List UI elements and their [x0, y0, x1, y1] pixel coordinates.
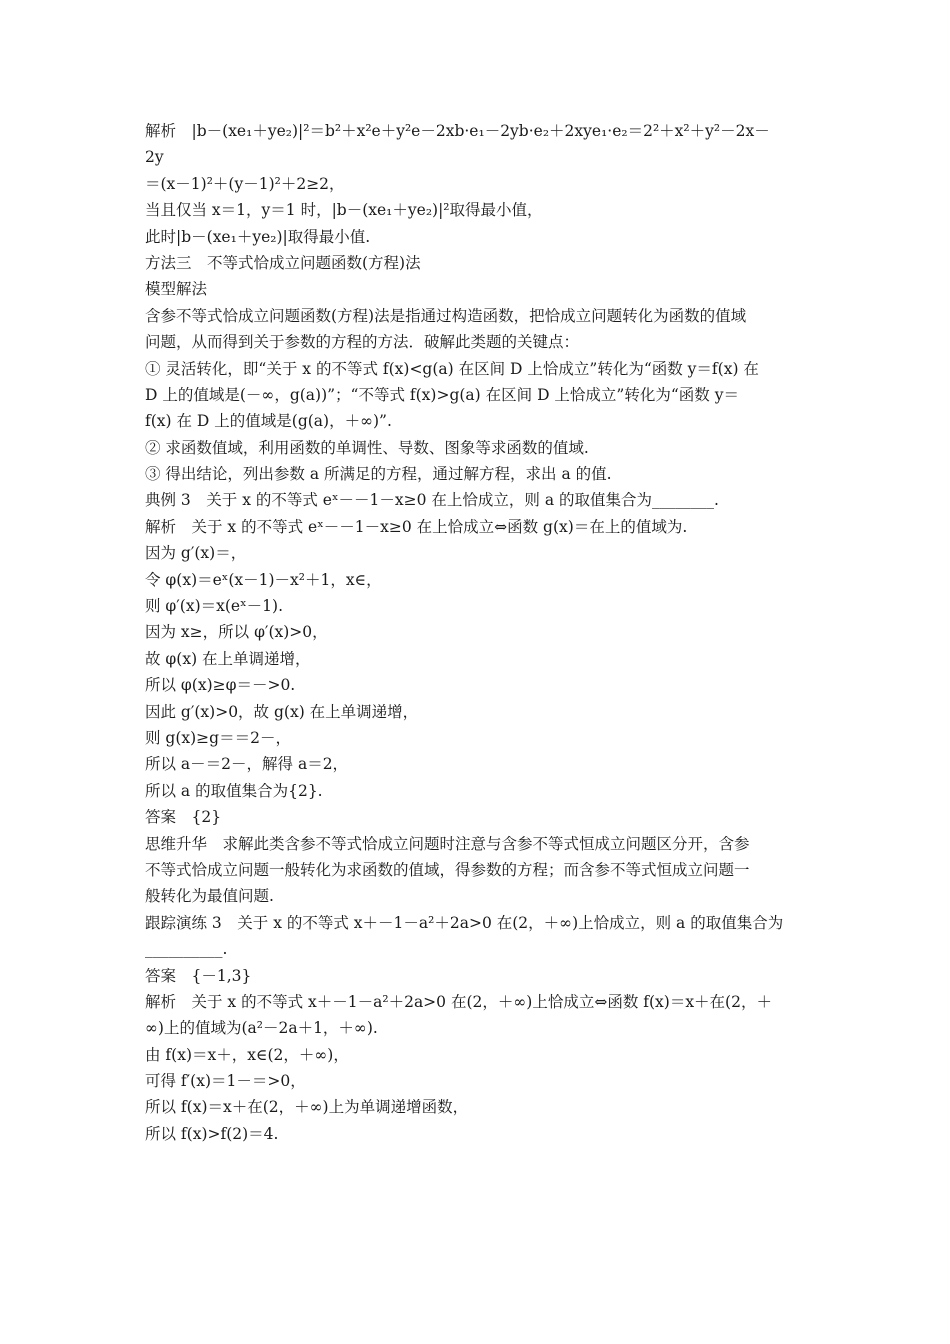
text-line: 所以 a－＝2－，解得 a＝2，	[145, 755, 349, 774]
text-line: 因为 x≥，所以 φ′(x)>0，	[145, 623, 328, 642]
subsection-heading: 模型解法	[145, 280, 208, 299]
section-heading: 方法三 不等式恰成立问题函数(方程)法	[145, 253, 421, 272]
answer-line: 答案 {2}	[145, 808, 222, 827]
text-line: 含参不等式恰成立问题函数(方程)法是指通过构造函数，把恰成立问题转化为函数的值域	[145, 306, 747, 325]
text-line: 思维升华 求解此类含参不等式恰成立问题时注意与含参不等式恒成立问题区分开，含参	[145, 834, 750, 853]
text-line: 可得 f′(x)＝1－＝>0，	[145, 1072, 306, 1091]
text-line: 解析 关于 x 的不等式 eˣ－－1－x≥0 在上恰成立⇔函数 g(x)＝在上的值域为.	[145, 517, 688, 536]
text-line: __________.	[145, 940, 228, 959]
text-line: ② 求函数值域，利用函数的单调性、导数、图象等求函数的值域.	[145, 438, 589, 457]
text-line: 当且仅当 x＝1，y＝1 时，|b－(xe₁＋ye₂)|²取得最小值，	[145, 201, 543, 220]
text-line: 则 g(x)≥g＝＝2－，	[145, 728, 291, 747]
text-line: 因为 g′(x)＝，	[145, 544, 247, 563]
text-line: 解析 关于 x 的不等式 x＋－1－a²＋2a>0 在(2，＋∞)上恰成立⇔函数 f(x)＝x＋在(2，＋	[145, 992, 772, 1011]
document-body	[145, 118, 815, 1147]
text-line: 所以 f(x)>f(2)＝4.	[145, 1124, 279, 1143]
text-line: 令 φ(x)＝eˣ(x－1)－x²＋1，x∈，	[145, 570, 382, 589]
text-line: 解析 |b－(xe₁＋ye₂)|²＝b²＋x²e＋y²e－2xb·e₁－2yb·e₂＋2xye₁·e₂＝2²＋x²＋y²－2x－	[145, 122, 770, 140]
text-line: ＝(x－1)²＋(y－1)²＋2≥2，	[145, 174, 345, 193]
text-line: 不等式恰成立问题一般转化为求函数的值域，得参数的方程；而含参不等式恒成立问题一	[145, 860, 750, 879]
text-line: 2y	[145, 148, 164, 167]
answer-line: 答案 {－1,3}	[145, 966, 252, 985]
text-line: 由 f(x)＝x＋，x∈(2，＋∞)，	[145, 1045, 349, 1064]
exercise-line: 跟踪演练 3 关于 x 的不等式 x＋－1－a²＋2a>0 在(2，＋∞)上恰成立，则 a 的取值集合为	[145, 913, 784, 932]
text-line: 因此 g′(x)>0，故 g(x) 在上单调递增，	[145, 702, 419, 721]
text-line: 故 φ(x) 在上单调递增，	[145, 649, 311, 668]
text-line: 此时|b－(xe₁＋ye₂)|取得最小值.	[145, 227, 371, 246]
text-line: D 上的值域是(－∞，g(a))”；“不等式 f(x)>g(a) 在区间 D 上恰成立”转化为“函数 y＝	[145, 385, 739, 404]
example-line: 典例 3 关于 x 的不等式 eˣ－－1－x≥0 在上恰成立，则 a 的取值集合为________.	[145, 491, 719, 510]
text-line: ③ 得出结论，列出参数 a 所满足的方程，通过解方程，求出 a 的值.	[145, 465, 612, 484]
text-line: ① 灵活转化，即“关于 x 的不等式 f(x)<g(a) 在区间 D 上恰成立”转化为“函数 y＝f(x) 在	[145, 359, 759, 378]
text-line: 问题，从而得到关于参数的方程的方法．破解此类题的关键点：	[145, 333, 580, 352]
text-line: 所以 φ(x)≥φ＝－>0.	[145, 676, 296, 695]
text-line: 所以 f(x)＝x＋在(2，＋∞)上为单调递增函数，	[145, 1098, 469, 1117]
text-line: f(x) 在 D 上的值域是(g(a)，＋∞)”.	[145, 412, 392, 431]
text-line: ∞)上的值域为(a²－2a＋1，＋∞).	[145, 1019, 378, 1038]
text-line: 般转化为最值问题.	[145, 887, 274, 906]
text-line: 则 φ′(x)＝x(eˣ－1).	[145, 597, 284, 616]
text-line: 所以 a 的取值集合为{2}.	[145, 781, 323, 800]
